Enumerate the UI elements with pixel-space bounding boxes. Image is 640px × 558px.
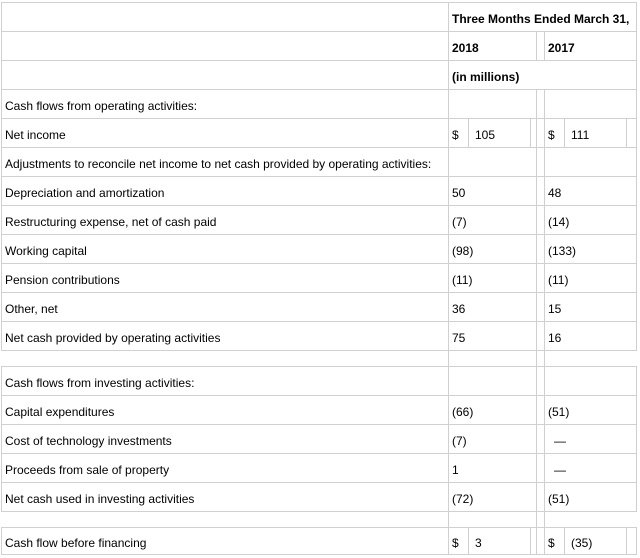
value-2018: (66) — [452, 405, 474, 419]
currency-symbol: $ — [452, 128, 459, 142]
section-row — [1, 366, 637, 395]
section-row — [1, 89, 637, 118]
cash-flow-table — [1, 2, 637, 555]
value-2018: 50 — [452, 186, 466, 200]
currency-symbol: $ — [548, 536, 555, 550]
row-label: Cost of technology investments — [5, 434, 172, 448]
value-2018: 1 — [452, 463, 459, 477]
header-period-row — [1, 2, 637, 31]
header-year-2018: 2018 — [452, 41, 479, 55]
row-label: Other, net — [5, 302, 58, 316]
value-2018: (7) — [452, 215, 467, 229]
row-label: Capital expenditures — [5, 405, 115, 419]
value-2018: 75 — [452, 331, 466, 345]
value-2018: 105 — [475, 128, 496, 142]
header-blank-cell — [1, 3, 448, 31]
row-label: Net cash used in investing activities — [5, 492, 195, 506]
value-2018: (7) — [452, 434, 467, 448]
row-label: Cash flow before financing — [5, 536, 147, 550]
row-label: Net income — [5, 128, 66, 142]
value-2018: (72) — [452, 492, 474, 506]
header-units: (in millions) — [452, 70, 520, 84]
value-2017: — — [554, 463, 566, 477]
value-2018: (98) — [452, 244, 474, 258]
table-row — [1, 321, 637, 350]
table-row — [1, 395, 637, 424]
table-row — [1, 205, 637, 234]
value-2018: (11) — [452, 273, 473, 287]
table-row — [1, 453, 637, 482]
value-2017: — — [554, 434, 566, 448]
header-year-2017: 2017 — [548, 41, 575, 55]
spacer-row — [1, 350, 637, 366]
row-label: Proceeds from sale of property — [5, 463, 170, 477]
table-row — [1, 292, 637, 321]
value-2017: 16 — [548, 331, 562, 345]
value-2017: 15 — [548, 302, 562, 316]
header-units-row — [1, 60, 637, 89]
table-row — [1, 527, 637, 555]
section-title-operating: Cash flows from operating activities: — [5, 99, 198, 113]
table-row — [1, 176, 637, 205]
row-label: Depreciation and amortization — [5, 186, 165, 200]
value-2018: 3 — [475, 536, 482, 550]
row-label: Net cash provided by operating activities — [5, 331, 221, 345]
table-row — [1, 118, 637, 147]
row-label: Working capital — [5, 244, 87, 258]
table-row — [1, 263, 637, 292]
table-row — [1, 234, 637, 263]
value-2017: 48 — [548, 186, 562, 200]
header-period-cell — [448, 3, 637, 31]
value-2017: (35) — [571, 536, 593, 550]
header-years-row — [1, 31, 637, 60]
value-2017: (133) — [548, 244, 577, 258]
value-2017: (11) — [548, 273, 569, 287]
value-2017: (51) — [548, 405, 570, 419]
section-title-investing: Cash flows from investing activities: — [5, 376, 195, 390]
row-label: Restructuring expense, net of cash paid — [5, 215, 217, 229]
currency-symbol: $ — [548, 128, 555, 142]
section-title-adjustments: Adjustments to reconcile net income to net cash provided by operating activities: — [5, 157, 432, 171]
value-2018: 36 — [452, 302, 466, 316]
value-2017: (51) — [548, 492, 570, 506]
value-2017: 111 — [571, 128, 590, 142]
table-row — [1, 424, 637, 453]
section-row — [1, 147, 637, 176]
row-label: Pension contributions — [5, 273, 120, 287]
currency-symbol: $ — [452, 536, 459, 550]
table-row — [1, 482, 637, 511]
header-period: Three Months Ended March 31, — [452, 12, 630, 26]
spacer-row — [1, 511, 637, 527]
value-2017: (14) — [548, 215, 570, 229]
